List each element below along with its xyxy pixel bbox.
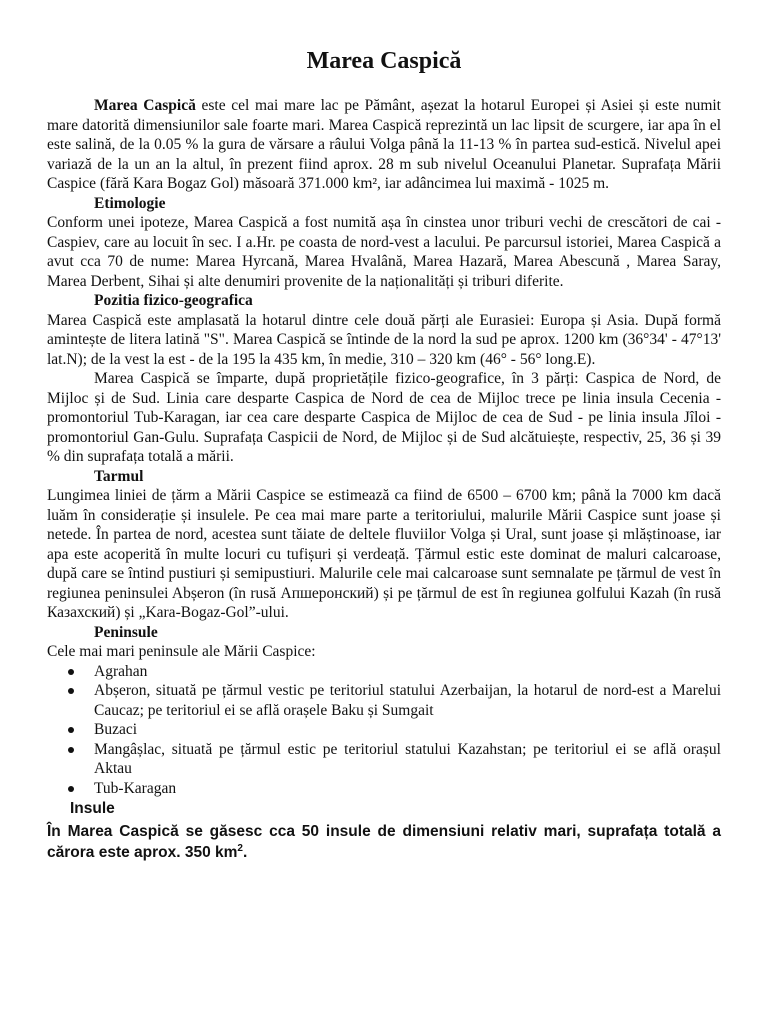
heading-peninsule: Peninsule: [94, 623, 158, 641]
pozitia-paragraph-1: Marea Caspică este amplasată la hotarul dintre cele două părți ale Eurasiei: Europa și Asia. După formă amintește de litera latină "S". Marea Caspică se întinde de la nord la sud pe aprox. 1200 km (36°34' - 47°13' lat.N); de la vest la est - de la 195 la 435 km, în medie, 310 – 320 km (46° - 56° long.E).: [47, 311, 721, 368]
intro-paragraph: [47, 96, 721, 194]
list-item-text: Buzaci: [94, 721, 138, 738]
bullet-icon: [68, 669, 74, 675]
document-page: [47, 44, 721, 863]
insule-superscript: 2: [237, 842, 243, 854]
list-item: [94, 681, 721, 720]
etimologie-paragraph: Conform unei ipoteze, Marea Caspică a fost numită așa în cinstea unor triburi vechi de crescători de cai - Caspiev, care au locuit în sec. I a.Hr. pe coasta de nord-vest a lacului. Pe parcursul istoriei, Marea Caspică a avut cca 70 de nume: Marea Hyrcană, Marea Hvalână, Marea Hazară, Marea Abescună , Marea Saray, Marea Derbent, Sihai și alte denumiri provenite de la naționalități și triburi diferite.: [47, 214, 721, 290]
heading-pozitia: Pozitia fizico-geografica: [94, 292, 253, 309]
pozitia-paragraph-2: Marea Caspică se împarte, după proprietățile fizico-geografice, în 3 părți: Caspica de Nord, de Mijloc și de Sud. Linia care desparte Caspica de Nord de cea de Mijloc trece pe linia insula Cecenia - promontoriul Tub-Karagan, iar cea care desparte Caspica de Mijloc de cea de Sud - pe linia insula Jîloi - promontoriul Gan-Gulu. Suprafața Caspicii de Nord, de Mijloc și de Sud alcătuiește, respectiv, 25, 36 și 39 % din suprafața totală a mării.: [47, 370, 721, 465]
list-item-text: Agrahan: [94, 662, 148, 680]
bullet-icon: [68, 727, 74, 733]
intro-lead: Marea Caspică: [94, 97, 196, 114]
list-item: [94, 740, 721, 779]
insule-text: În Marea Caspică se găsesc cca 50 insule de dimensiuni relativ mari, suprafața totală a cărora este aprox. 350 km: [47, 823, 721, 861]
bullet-icon: [68, 747, 74, 753]
list-item: [94, 779, 721, 799]
peninsule-list: [47, 662, 721, 799]
intro-text: este cel mai mare lac pe Pământ, așezat la hotarul Europei și Asiei și este numit mare datorită dimensiunilor sale foarte mari. Marea Caspică reprezintă un lac lipsit de scurgere, iar apa în el este salină, de la 0.05 % la gura de vărsare a râului Volga până la 11-13 % în partea sud-estică. Nivelul apei variază de la un an la altul, în prezent fiind aprox. 28 m sub nivelul Oceanului Planetar. Suprafața Mării Caspice (fără Kara Bogaz Gol) măsoară 371.000 km², iar adâncimea lui maximă - 1025 m.: [47, 97, 721, 192]
tarmul-paragraph: Lungimea liniei de țărm a Mării Caspice se estimează ca fiind de 6500 – 6700 km; până la 7000 km dacă luăm în considerație și insulele. Pe cea mai mare parte a teritoriului, malurile Mării Caspice sunt joase și netede. În partea de nord, acestea sunt tăiate de deltele fluviilor Volga și Ural, sunt joase și mlăștinoase, iar apa este acoperită în multe locuri cu tufișuri și verdeață. Țărmul estic este dominat de maluri calcaroase, după care se întind pustiuri și semipustiuri. Malurile cele mai calcaroase sunt semnalate pe țărmul de vest în regiunea peninsulei Abșeron (în rusă Апшеронский) și pe țărmul de est în regiunea golfului Kazah (în rusă Казахский) și „Kara-Bogaz-Gol”-ului.: [47, 487, 721, 621]
list-item-text: Mangâșlac, situată pe țărmul estic pe teritoriul statului Kazahstan; pe teritoriul ei se află orașul Aktau: [94, 740, 721, 777]
insule-paragraph: [47, 821, 721, 863]
list-item: [94, 662, 721, 682]
heading-tarmul: Tarmul: [94, 467, 144, 485]
peninsule-intro: Cele mai mari peninsule ale Mării Caspice:: [47, 643, 316, 660]
heading-etimologie: Etimologie: [94, 194, 166, 212]
list-item-text: Abșeron, situată pe țărmul vestic pe teritoriul statului Azerbaijan, la hotarul de nord-est a Marelui Caucaz; pe teritoriul ei se află orașele Baku și Sumgait: [94, 682, 721, 719]
list-item: [94, 720, 721, 740]
heading-insule: Insule: [70, 800, 115, 817]
bullet-icon: [68, 688, 74, 694]
insule-end: .: [242, 844, 248, 861]
bullet-icon: [68, 786, 74, 792]
list-item-text: Tub-Karagan: [94, 779, 177, 797]
page-title: Marea Caspică: [306, 48, 462, 74]
